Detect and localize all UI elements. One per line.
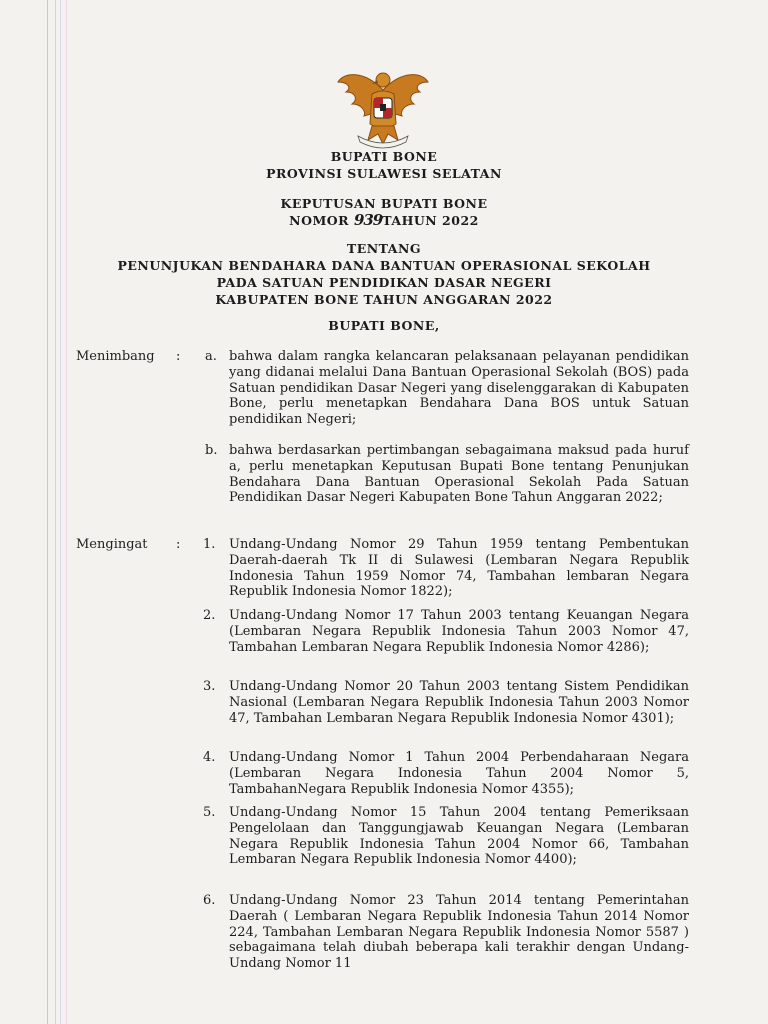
menimbang-label: Menimbang [76,349,155,364]
subject-line2: PADA SATUAN PENDIDIKAN DASAR NEGERI [216,275,552,290]
mengingat-2-marker: 2. [203,608,216,623]
menimbang-a-text: bahwa dalam rangka kelancaran pelaksanaan pelayanan pendidikan yang didanai melalui Dana Bantuan Operasional Sekolah (BOS) pada Satuan pendidikan Dasar Negeri yang diselenggarakan di Kabupaten Bone, perlu menetapkan Bendahara Dana BOS untuk Satuan pendidikan Negeri; [229,349,689,428]
authority-line: BUPATI BONE, [328,318,440,333]
menimbang-a-marker: a. [205,349,217,364]
mengingat-5-marker: 5. [203,805,216,820]
mengingat-6-text: Undang-Undang Nomor 23 Tahun 2014 tentang Pemerintahan Daerah ( Lembaran Negara Republik Indonesia Tahun 2014 Nomor 224, Tambahan Lembaran Negara Republik Indonesia Nomor 5587 ) sebagaimana telah diubah beberapa kali terakhir dengan Undang-Undang Nomor 11 [229,893,689,972]
subject-line3: KABUPATEN BONE TAHUN ANGGARAN 2022 [215,292,553,307]
nomor-prefix: NOMOR [289,213,350,228]
subject-line1: PENUNJUKAN BENDAHARA DANA BANTUAN OPERASIONAL SEKOLAH [117,258,651,273]
mengingat-4-marker: 4. [203,750,216,765]
header-line2: PROVINSI SULAWESI SELATAN [266,166,502,181]
header-block [0,148,768,182]
mengingat-1-marker: 1. [203,537,216,552]
menimbang-b-marker: b. [205,443,218,458]
garuda-emblem-icon [334,60,432,152]
nomor-suffix: TAHUN 2022 [382,213,479,228]
tentang-label: TENTANG [346,241,422,256]
decree-block [0,195,768,229]
mengingat-colon: : [176,537,181,552]
mengingat-3-marker: 3. [203,679,216,694]
menimbang-colon: : [176,349,181,364]
mengingat-3-text: Undang-Undang Nomor 20 Tahun 2003 tentang Sistem Pendidikan Nasional (Lembaran Negara Republik Indonesia Tahun 2003 Nomor 47, Tambahan Lembaran Negara Republik Indonesia Nomor 4301); [229,679,689,726]
mengingat-5-text: Undang-Undang Nomor 15 Tahun 2004 tentang Pemeriksaan Pengelolaan dan Tanggungjawab Keuangan Negara (Lembaran Negara Republik Indonesia Tahun 2004 Nomor 66, Tambahan Lembaran Negara Republik Indonesia Nomor 4400); [229,805,689,868]
mengingat-1-text: Undang-Undang Nomor 29 Tahun 1959 tentang Pembentukan Daerah-daerah Tk II di Sulawesi (Lembaran Negara Republik Indonesia Tahun 1959 Nomor 74, Tambahan lembaran Negara Republik Indonesia Nomor 1822); [229,537,689,600]
mengingat-4-text: Undang-Undang Nomor 1 Tahun 2004 Perbendaharaan Negara (Lembaran Negara Indonesia Tahun 2004 Nomor 5, TambahanNegara Republik Indonesia Nomor 4355); [229,750,689,797]
nomor-handwritten: 939 [353,211,383,229]
menimbang-b-text: bahwa berdasarkan pertimbangan sebagaimana maksud pada huruf a, perlu menetapkan Keputusan Bupati Bone tentang Penunjukan Bendahara Dana Bantuan Operasional Sekolah Pada Satuan Pendidikan Dasar Negeri Kabupaten Bone Tahun Anggaran 2022; [229,443,689,506]
decree-number-line [0,212,768,229]
mengingat-6-marker: 6. [203,893,216,908]
header-line1: BUPATI BONE [330,149,438,164]
mengingat-2-text: Undang-Undang Nomor 17 Tahun 2003 tentang Keuangan Negara (Lembaran Negara Republik Indonesia Tahun 2003 Nomor 47, Tambahan Lembaran Negara Republik Indonesia Nomor 4286); [229,608,689,655]
subject-block [0,240,768,308]
decree-title: KEPUTUSAN BUPATI BONE [280,196,488,211]
mengingat-label: Mengingat [76,537,148,552]
